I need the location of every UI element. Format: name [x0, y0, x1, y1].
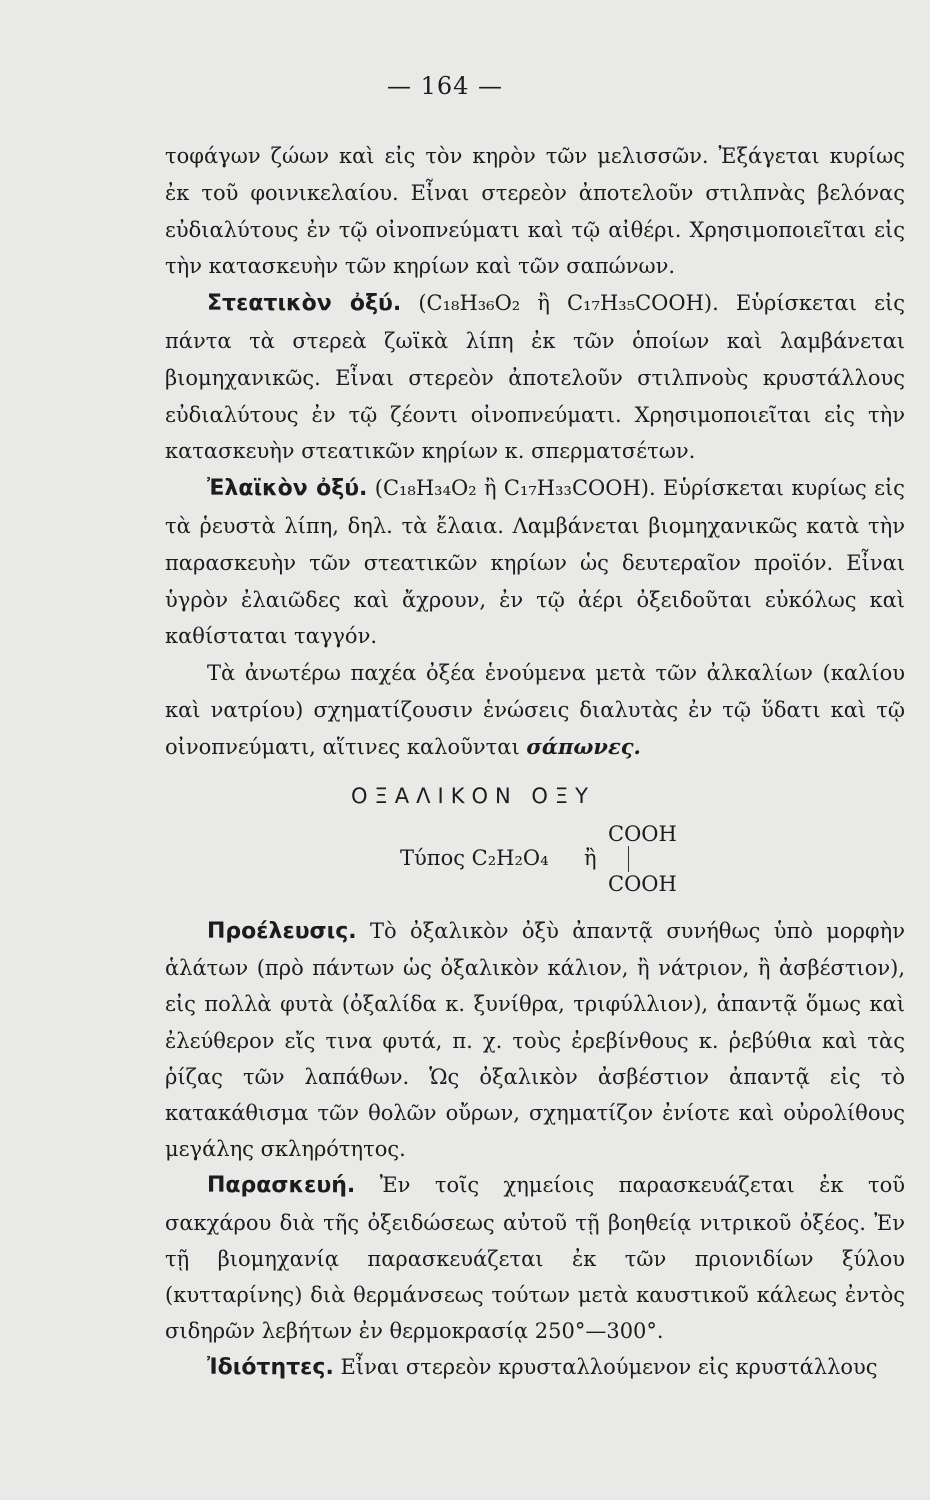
paragraph-text: Εἶναι στερεὸν κρυσταλλούμενον εἰς κρυστάλλους — [340, 1355, 878, 1380]
upper-text-block — [165, 138, 905, 766]
structural-formula — [400, 822, 800, 898]
formula-or: ἢ — [584, 846, 597, 870]
paragraph-heading: Ἐλαϊκὸν ὀξύ. — [207, 476, 368, 502]
chemical-formula: (C₁₈H₃₄O₂ ἢ C₁₇H₃₃COOH). — [374, 476, 656, 501]
paragraph-text: Τὸ ὀξαλικὸν ὀξὺ ἀπαντᾷ συνήθως ὑπὸ μορφὴν ἁλάτων (πρὸ πάντων ὡς ὀξαλικὸν κάλιον, ἢ νάτριον, ἢ ἀσβέστιον), εἰς πολλὰ φυτὰ (ὀξαλίδα κ. ξυνίθρα, τριφύλλιον), ἀπαντᾷ ὅμως καὶ ἐλεύθερον εἴς τινα φυτά, π. χ. τοὺς ἐρεβίνθους κ. ῥεβύθια καὶ τὰς ῥίζας τῶν λαπάθων. Ὡς ὀξαλικὸν ἀσβέστιον ἀπαντᾷ εἰς τὸ κατακάθισμα τῶν θολῶν οὔρων, σχηματίζον ἐνίοτε καὶ οὐρολίθους μεγάλης σκληρότητος. — [165, 919, 905, 1162]
formula-bottom-group: COOH — [608, 872, 677, 896]
paragraph-stearin-sources — [165, 138, 905, 285]
formula-label: Τύπος C₂H₂O₄ — [400, 846, 549, 870]
page-number: — 164 — — [386, 72, 504, 100]
lower-text-block — [165, 913, 905, 1387]
paragraph-soaps — [165, 655, 905, 765]
paragraph-text: Εὑρίσκεται κυρίως εἰς τὰ ῥευστὰ λίπη, δηλ. τὰ ἔλαια. Λαμβάνεται βιομηχανικῶς κατὰ τὴν παρασκευὴν τῶν στεατικῶν κηρίων ὡς δευτεραῖον προϊόν. Εἶναι ὑγρὸν ἐλαιῶδες καὶ ἄχρουν, ἐν τῷ ἀέρι ὀξειδοῦται εὐκόλως καὶ καθίσταται ταγγόν. — [165, 476, 905, 649]
paragraph-text: Τὰ ἀνωτέρω παχέα ὀξέα ἑνούμενα μετὰ τῶν ἀλκαλίων (καλίου καὶ νατρίου) σχηματίζουσιν ἑνώσεις διαλυτὰς ἐν τῷ ὕδατι καὶ τῷ οἰνοπνεύματι, αἵτινες καλοῦνται — [165, 661, 905, 759]
paragraph-text: Ἐν τοῖς χημείοις παρασκευάζεται ἐκ τοῦ σακχάρου διὰ τῆς ὀξειδώσεως αὐτοῦ τῇ βοηθείᾳ νιτρικοῦ ὀξέος. Ἐν τῇ βιομηχανίᾳ παρασκευάζεται ἐκ τῶν πριονιδίων ξύλου (κυτταρίνης) διὰ θερμάνσεως τούτων μετὰ καυστικοῦ κάλεως ἐντὸς σιδηρῶν λεβήτων ἐν θερμοκρασίᾳ 250°—300°. — [165, 1173, 905, 1344]
paragraph-oleic-acid — [165, 470, 905, 655]
paragraph-heading: Παρασκευή. — [207, 1173, 356, 1199]
paragraph-stearic-acid — [165, 285, 905, 470]
paragraph-origin — [165, 913, 905, 1167]
emphasized-term: σάπωνες. — [526, 733, 641, 759]
paragraph-text: τοφάγων ζώων καὶ εἰς τὸν κηρὸν τῶν μελισσῶν. Ἐξάγεται κυρίως ἐκ τοῦ φοινικελαίου. Εἶναι στερεὸν ἀποτελοῦν στιλπνὰς βελόνας εὐδιαλύτους ἐν τῷ οἰνοπνεύματι καὶ τῷ αἰθέρι. Χρησιμοποιεῖται εἰς τὴν κατασκευὴν τῶν κηρίων καὶ τῶν σαπώνων. — [165, 144, 905, 279]
paragraph-heading: Ἰδιότητες. — [207, 1355, 334, 1381]
formula-top-group: COOH — [608, 822, 677, 846]
chemical-formula: (C₁₈H₃₆O₂ ἢ C₁₇H₃₅COOH). — [418, 291, 719, 316]
paragraph-properties — [165, 1349, 905, 1386]
paragraph-text: Εὑρίσκεται εἰς πάντα τὰ στερεὰ ζωϊκὰ λίπη ἐκ τῶν ὁποίων καὶ λαμβάνεται βιομηχανικῶς. Εἶναι στερεὸν ἀποτελοῦν στιλπνοὺς κρυστάλλους εὐδιαλύτους ἐν τῷ ζέοντι οἰνοπνεύματι. Χρησιμοποιεῖται εἰς τὴν κατασκευὴν στεατικῶν κηρίων κ. σπερματσέτων. — [165, 291, 905, 464]
paragraph-heading: Προέλευσις. — [207, 919, 357, 944]
paragraph-heading: Στεατικὸν ὀξύ. — [207, 291, 402, 317]
bond-line — [628, 846, 629, 872]
paragraph-preparation — [165, 1167, 905, 1349]
section-title: ΟΞΑΛΙΚΟΝ ΟΞΥ — [350, 784, 596, 808]
